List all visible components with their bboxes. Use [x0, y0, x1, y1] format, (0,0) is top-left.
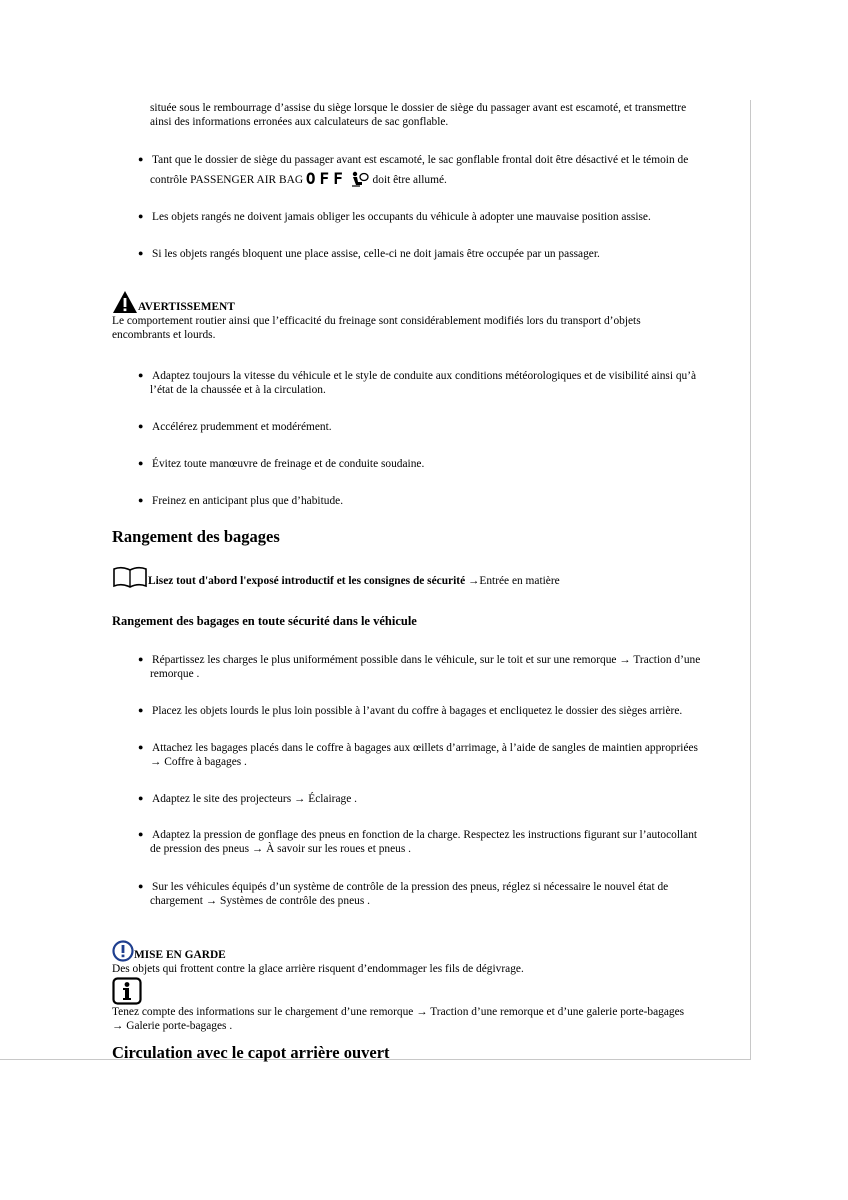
list-item: ● Attachez les bagages placés dans le coffre à bagages aux œillets d’arrimage, à l’aide de sangles de maintien appropriées → Coffre à bagages . — [138, 742, 698, 768]
intro-continuation: située sous le rembourrage d’assise du siège lorsque le dossier de siège du passager avant est escamoté, et transmettre ainsi des informations erronées aux calculateurs de sac gonflable. — [150, 102, 687, 128]
warning-block: AVERTISSEMENT Le comportement routier ainsi que l’efficacité du freinage sont considérablement modifiés lors du transport d’objets encombrants et lourds. — [112, 290, 744, 342]
section-title: Rangement des bagages — [112, 527, 280, 546]
caution-icon — [112, 940, 134, 962]
list-item: ● Accélérez prudemment et modérément. — [138, 421, 332, 433]
section-title-2: Circulation avec le capot arrière ouvert — [112, 1043, 390, 1062]
read-first-line: Lisez tout d'abord l'exposé introductif et les consignes de sécurité →Entrée en matière — [112, 566, 744, 588]
link-entree-en-matiere[interactable]: →Entrée en matière — [467, 575, 560, 587]
off-indicator: OFF — [305, 169, 347, 188]
list-item: ● Les objets rangés ne doivent jamais obliger les occupants du véhicule à adopter une mauvaise position assise. — [138, 211, 651, 223]
info-text: Tenez compte des informations sur le chargement d’une remorque → Traction d’une remorque et d’une galerie porte-bagages → Galerie porte-bagages . — [112, 1006, 685, 1032]
list-item: ● Tant que le dossier de siège du passager avant est escamoté, le sac gonflable frontal doit être désactivé et le témoin de contrôle PASSENGER AIR BAG OFF doit être allumé. — [138, 154, 689, 188]
info-block — [112, 977, 744, 1005]
subsection-title: Rangement des bagages en toute sécurité dans le véhicule — [112, 614, 417, 628]
list-item: ● Sur les véhicules équipés d’un système de contrôle de la pression des pneus, réglez si nécessaire le nouvel état de chargement → Systèmes de contrôle des pneus . — [138, 881, 669, 907]
list-item: ● Adaptez la pression de gonflage des pneus en fonction de la charge. Respectez les instructions figurant sur l’autocollant de pression des pneus → À savoir sur les roues et pneus . — [138, 829, 698, 855]
page-right-border — [750, 100, 751, 1060]
list-item: ● Adaptez toujours la vitesse du véhicule et le style de conduite aux conditions météorologiques et de visibilité ainsi qu’à l’état de la chaussée et à la circulation. — [138, 370, 697, 396]
warning-title: AVERTISSEMENT — [138, 301, 235, 313]
list-item: ● Si les objets rangés bloquent une place assise, celle-ci ne doit jamais être occupée par un passager. — [138, 248, 600, 260]
info-icon — [112, 977, 142, 1005]
list-item: ● Freinez en anticipant plus que d’habitude. — [138, 495, 344, 507]
list-item: ● Adaptez le site des projecteurs → Éclairage . — [138, 793, 357, 805]
list-item: ● Placez les objets lourds le plus loin possible à l’avant du coffre à bagages et encliquetez le dossier des sièges arrière. — [138, 705, 683, 717]
book-icon — [112, 566, 148, 588]
caution-title: MISE EN GARDE — [134, 949, 226, 961]
list-item: ● Évitez toute manœuvre de freinage et de conduite soudaine. — [138, 458, 425, 470]
warning-triangle-icon — [112, 290, 138, 314]
passenger-airbag-icon — [350, 171, 370, 187]
caution-block: MISE EN GARDE Des objets qui frottent contre la glace arrière risquent d’endommager les fils de dégivrage. — [112, 940, 744, 976]
list-item: ● Répartissez les charges le plus uniformément possible dans le véhicule, sur le toit et sur une remorque → Traction d’une remorque . — [138, 654, 701, 680]
